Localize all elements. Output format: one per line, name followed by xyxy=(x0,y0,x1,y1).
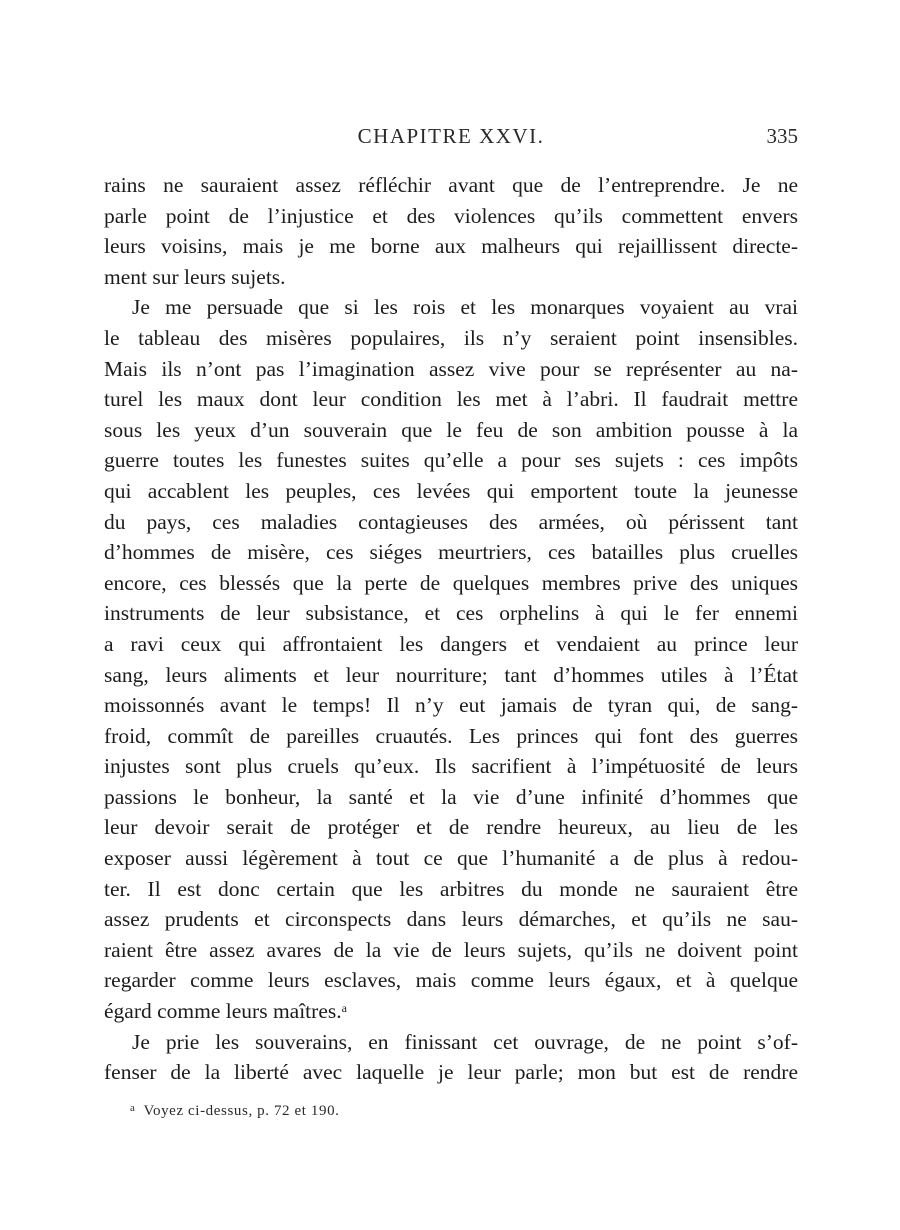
text-line: d’hommes de misère, ces siéges meurtriers, ces batailles plus cruelles xyxy=(104,540,798,565)
text-line: égard comme leurs maîtres.$^a$ xyxy=(104,999,347,1024)
text-line: sang, leurs aliments et leur nourriture; tant d’hommes utiles à l’État xyxy=(104,662,798,687)
text-line: encore, ces blessés que la perte de quelques membres prive des uniques xyxy=(104,570,798,595)
text-line: instruments de leur subsistance, et ces orphelins à qui le fer ennemi xyxy=(104,601,798,626)
footnote-text: Voyez ci-dessus, p. 72 et 190. xyxy=(143,1103,340,1119)
text-line: leurs voisins, mais je me borne aux malheurs qui rejaillissent directe- xyxy=(104,234,798,259)
text-line: turel les maux dont leur condition les met à l’abri. Il faudrait mettre xyxy=(104,387,798,412)
text-line: sous les yeux d’un souverain que le feu de son ambition pousse à la xyxy=(104,417,798,442)
text-line: regarder comme leurs esclaves, mais comme leurs égaux, et à quelque xyxy=(104,968,798,993)
text-line: le tableau des misères populaires, ils n’y seraient point insensibles. xyxy=(104,325,798,350)
text-line: ment sur leurs sujets. xyxy=(104,264,286,289)
text-line: injustes sont plus cruels qu’eux. Ils sacrifient à l’impétuosité de leurs xyxy=(104,754,798,779)
body-text xyxy=(104,170,798,1088)
text-line: exposer aussi légèrement à tout ce que l’humanité a de plus à redou- xyxy=(104,846,798,871)
text-line: rains ne sauraient assez réfléchir avant que de l’entreprendre. Je ne xyxy=(104,173,798,197)
text-line: Mais ils n’ont pas l’imagination assez vive pour se représenter au na- xyxy=(104,356,798,381)
text-line: assez prudents et circonspects dans leurs démarches, et qu’ils ne sau- xyxy=(104,907,798,932)
page-number: 335 xyxy=(766,124,798,148)
text-line: Je prie les souverains, en finissant cet ouvrage, de ne point s’of- xyxy=(132,1029,798,1054)
text-line: du pays, ces maladies contagieuses des armées, où périssent tant xyxy=(104,509,798,534)
chapter-title: CHAPITRE XXVI. xyxy=(357,124,545,148)
text-line: moissonnés avant le temps! Il n’y eut jamais de tyran qui, de sang- xyxy=(104,693,798,718)
text-line: ter. Il est donc certain que les arbitres du monde ne sauraient être xyxy=(104,876,798,901)
running-head xyxy=(104,124,798,158)
text-line: guerre toutes les funestes suites qu’elle a pour ses sujets : ces impôts xyxy=(104,448,798,473)
note-reference: a xyxy=(341,1001,347,1016)
footnote-mark: a xyxy=(130,1102,136,1114)
text-line: froid, commît de pareilles cruautés. Les princes qui font des guerres xyxy=(104,723,798,748)
paragraph xyxy=(104,1027,798,1088)
text-line: leur devoir serait de protéger et de rendre heureux, au lieu de les xyxy=(104,815,798,840)
text-line: passions le bonheur, la santé et la vie d’une infinité d’hommes que xyxy=(104,784,798,809)
paragraph xyxy=(104,170,798,292)
text-line: qui accablent les peuples, ces levées qui emportent toute la jeunesse xyxy=(104,478,798,503)
text-line: raient être assez avares de la vie de leurs sujets, qu’ils ne doivent point xyxy=(104,937,798,962)
footnote xyxy=(130,1102,340,1120)
text-line: fenser de la liberté avec laquelle je leur parle; mon but est de rendre xyxy=(104,1060,798,1085)
text-line: parle point de l’injustice et des violences qu’ils commettent envers xyxy=(104,203,798,228)
text-line: Je me persuade que si les rois et les monarques voyaient au vrai xyxy=(132,295,798,320)
paragraph xyxy=(104,292,798,1026)
text-line: a ravi ceux qui affrontaient les dangers et vendaient au prince leur xyxy=(104,631,798,656)
